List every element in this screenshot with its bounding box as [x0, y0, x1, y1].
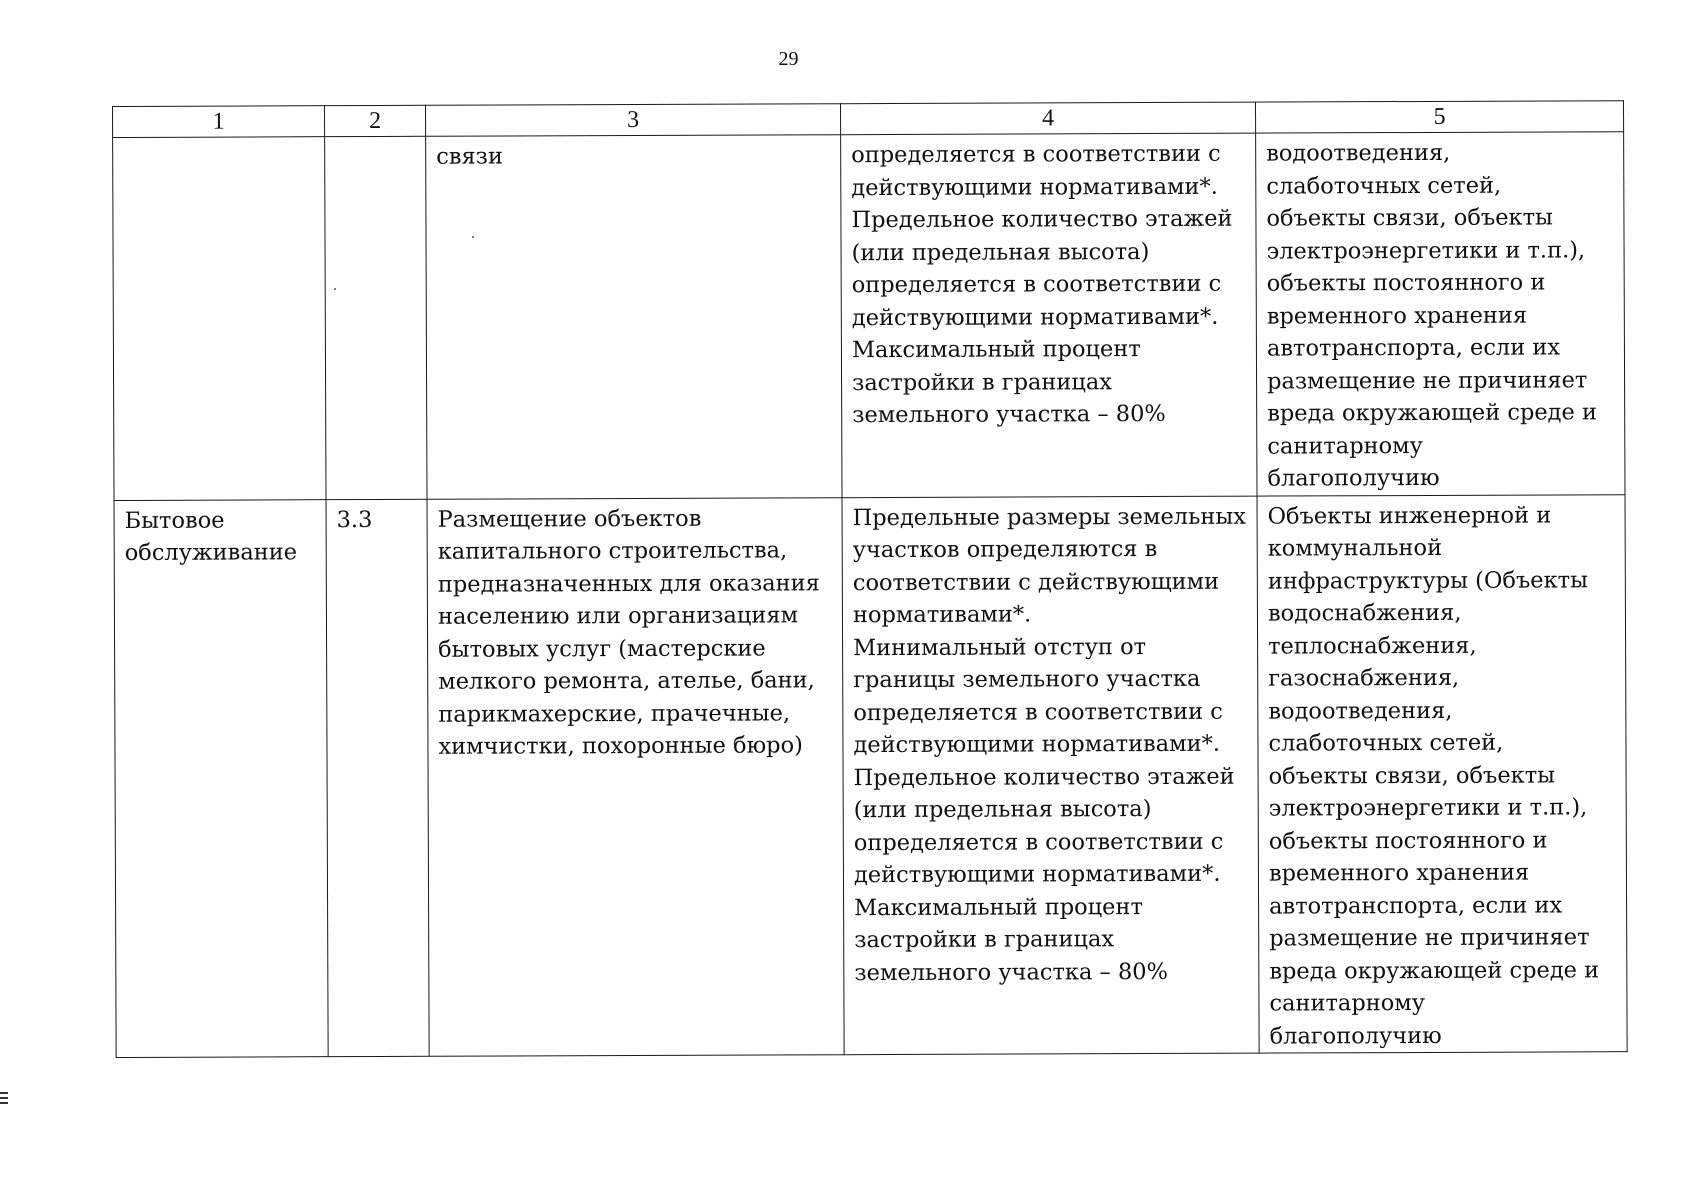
- cell-text-line: капитального строительства,: [437, 537, 788, 565]
- cell-text-line: Размещение объектов: [437, 505, 702, 533]
- cell-text-line: автотранспорта, если их: [1266, 334, 1561, 362]
- cell-text-line: связи: [436, 143, 503, 170]
- cell-text-line: объекты постоянного и: [1266, 269, 1546, 297]
- cell-text-line: обслуживание: [124, 539, 298, 566]
- cell-text-line: объекты связи, объекты: [1266, 204, 1553, 232]
- cell-text-line: слаботочных сетей,: [1268, 729, 1504, 757]
- cell-land-use-name: [113, 137, 326, 500]
- cell-parameters: [842, 496, 1259, 1055]
- cell-text-line: временного хранения: [1268, 859, 1530, 887]
- table-row: [113, 132, 1625, 500]
- cell-text-line: застройки в границах: [854, 926, 1115, 954]
- cell-text-line: земельного участка – 80%: [852, 400, 1166, 429]
- cell-text-line: автотранспорта, если их: [1269, 891, 1563, 920]
- column-header-3: 3: [425, 104, 840, 137]
- cell-text-line: временного хранения: [1266, 302, 1528, 330]
- cell-text-line: санитарному: [1267, 432, 1423, 460]
- cell-text-line: границы земельного участка: [853, 665, 1201, 694]
- page-number: 29: [778, 48, 799, 70]
- cell-text-line: 3.3: [336, 506, 373, 533]
- cell-auxiliary-uses: [1257, 494, 1627, 1053]
- cell-description: [427, 497, 844, 1056]
- cell-text-line: объекты постоянного и: [1268, 826, 1548, 855]
- cell-text-line: размещение не причиняет: [1269, 924, 1590, 952]
- cell-text-line: участков определяются в: [852, 535, 1158, 564]
- column-header-1: 1: [113, 106, 325, 138]
- table-row: [114, 494, 1627, 1057]
- cell-text-line: электроэнергетики и т.п.),: [1266, 236, 1586, 265]
- cell-text-line: парикмахерские, прачечные,: [438, 699, 791, 728]
- scan-speck: [334, 288, 336, 290]
- cell-text-line: застройки в границах: [852, 368, 1113, 396]
- cell-text-line: электроэнергетики и т.п.),: [1268, 794, 1588, 822]
- cell-text-line: санитарному: [1269, 989, 1426, 1017]
- scan-speck: [472, 236, 474, 238]
- cell-text-line: коммунальной: [1267, 534, 1443, 562]
- cell-text-line: (или предельная высота): [851, 238, 1150, 266]
- cell-text-line: Бытовое: [124, 507, 225, 534]
- cell-text-line: действующими нормативами*.: [851, 173, 1218, 201]
- cell-text-line: Предельное количество этажей: [853, 763, 1235, 791]
- cell-text-line: бытовых услуг (мастерские: [438, 634, 766, 663]
- cell-text-line: нормативами*.: [852, 601, 1032, 629]
- cell-parameters: [841, 133, 1257, 497]
- cell-text-line: действующими нормативами*.: [853, 730, 1221, 759]
- cell-text-line: инфраструктуры (Объекты: [1267, 566, 1589, 595]
- cell-text-line: определяется в соответствии с: [853, 828, 1224, 856]
- cell-text-line: благополучию: [1269, 1022, 1442, 1050]
- cell-text-line: размещение не причиняет: [1267, 366, 1588, 395]
- cell-text-line: действующими нормативами*.: [851, 303, 1219, 331]
- scan-edge-mark: [0, 1097, 8, 1099]
- column-header-2: 2: [325, 105, 426, 136]
- cell-text-line: вреда окружающей среде и: [1267, 399, 1598, 427]
- cell-text-line: Минимальный отступ от: [853, 633, 1147, 661]
- column-header-5: 5: [1255, 101, 1623, 133]
- cell-text-line: Предельное количество этажей: [851, 205, 1233, 234]
- cell-text-line: Объекты инженерной и: [1267, 501, 1552, 530]
- cell-text-line: слаботочных сетей,: [1266, 172, 1502, 200]
- cell-text-line: вреда окружающей среде и: [1269, 956, 1600, 985]
- cell-text-line: химчистки, похоронные бюро): [438, 732, 803, 760]
- cell-text-line: газоснабжения,: [1268, 664, 1460, 692]
- cell-text-line: предназначенных для оказания: [437, 569, 820, 598]
- cell-text-line: земельного участка – 80%: [854, 958, 1168, 986]
- cell-text-line: Максимальный процент: [854, 893, 1143, 921]
- cell-text-line: определяется в соответствии с: [851, 270, 1222, 299]
- cell-code: [326, 499, 429, 1057]
- cell-text-line: действующими нормативами*.: [853, 860, 1221, 889]
- cell-text-line: водоотведения,: [1266, 139, 1451, 167]
- cell-text-line: определяется в соответствии с: [851, 140, 1221, 169]
- scan-edge-mark: [0, 1092, 8, 1094]
- cell-land-use-name: [114, 499, 328, 1057]
- cell-description: [426, 135, 842, 499]
- cell-text-line: определяется в соответствии с: [853, 698, 1223, 726]
- regulations-table: [112, 100, 1628, 1058]
- cell-text-line: благополучию: [1267, 464, 1440, 492]
- cell-auxiliary-uses: [1256, 132, 1625, 496]
- column-header-4: 4: [840, 102, 1255, 135]
- scan-edge-mark: [0, 1102, 8, 1104]
- cell-code: [325, 136, 427, 499]
- cell-text-line: (или предельная высота): [853, 796, 1152, 824]
- cell-text-line: водоотведения,: [1268, 697, 1453, 725]
- cell-text-line: объекты связи, объекты: [1268, 761, 1556, 790]
- cell-text-line: Максимальный процент: [851, 336, 1141, 364]
- cell-text-line: водоснабжения,: [1267, 599, 1462, 627]
- cell-text-line: населению или организациям: [437, 602, 799, 630]
- cell-text-line: соответствии с действующими: [852, 568, 1220, 596]
- cell-text-line: мелкого ремонта, ателье, бани,: [438, 667, 815, 695]
- cell-text-line: Предельные размеры земельных: [852, 503, 1246, 531]
- cell-text-line: теплоснабжения,: [1268, 632, 1477, 660]
